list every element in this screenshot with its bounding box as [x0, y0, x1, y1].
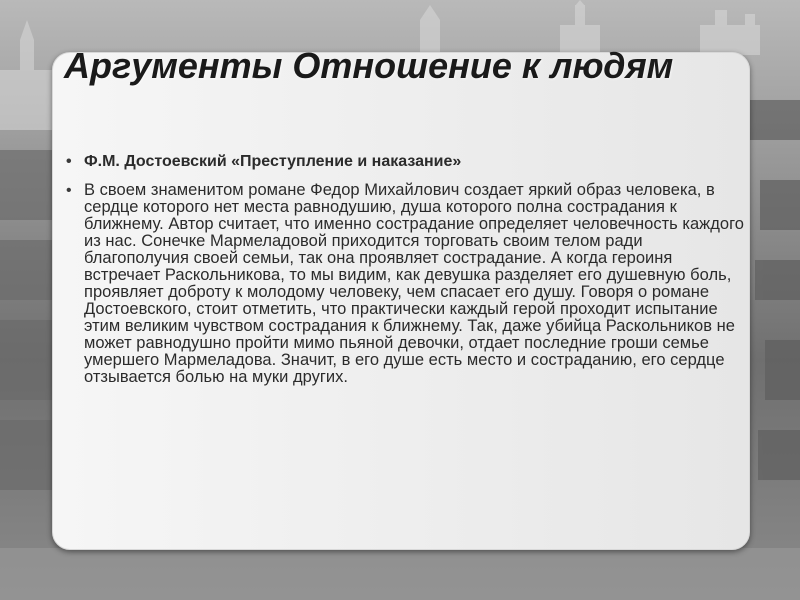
bullet-text: Ф.М. Достоевский «Преступление и наказание»	[84, 153, 462, 170]
bullet-dot-icon: •	[66, 153, 72, 170]
slide-title: Аргументы Отношение к людям	[64, 45, 674, 86]
bullet-list	[64, 152, 744, 386]
bullet-text: В своем знаменитом романе Федор Михайлович создает яркий образ человека, в сердце которого нет места равнодушию, душа которого полна сострадания к ближнему. Автор считает, что именно сострадание определяет человечность каждого из нас. Сонечке Мармеладовой приходится торговать своим телом ради благополучия своей семьи, так она проявляет сострадание. А когда героиня встречает Раскольникова, то мы видим, как девушка разделяет его душевную боль, проявляет доброту к молодому человеку, чем спасает его душу. Говоря о романе Достоевского, стоит отметить, что практически каждый герой проходит испытание этим великим чувством сострадания к ближнему. Так, даже убийца Раскольников не может равнодушно пройти мимо пьяной девочки, отдает последние гроши семье умершего Мармеладова. Значит, в его душе есть место и состраданию, его сердце отзывается болью на муки других.	[84, 181, 744, 386]
bullet-item-argument	[64, 182, 744, 386]
bullet-dot-icon: •	[66, 182, 72, 199]
bullet-item-author	[64, 152, 744, 172]
